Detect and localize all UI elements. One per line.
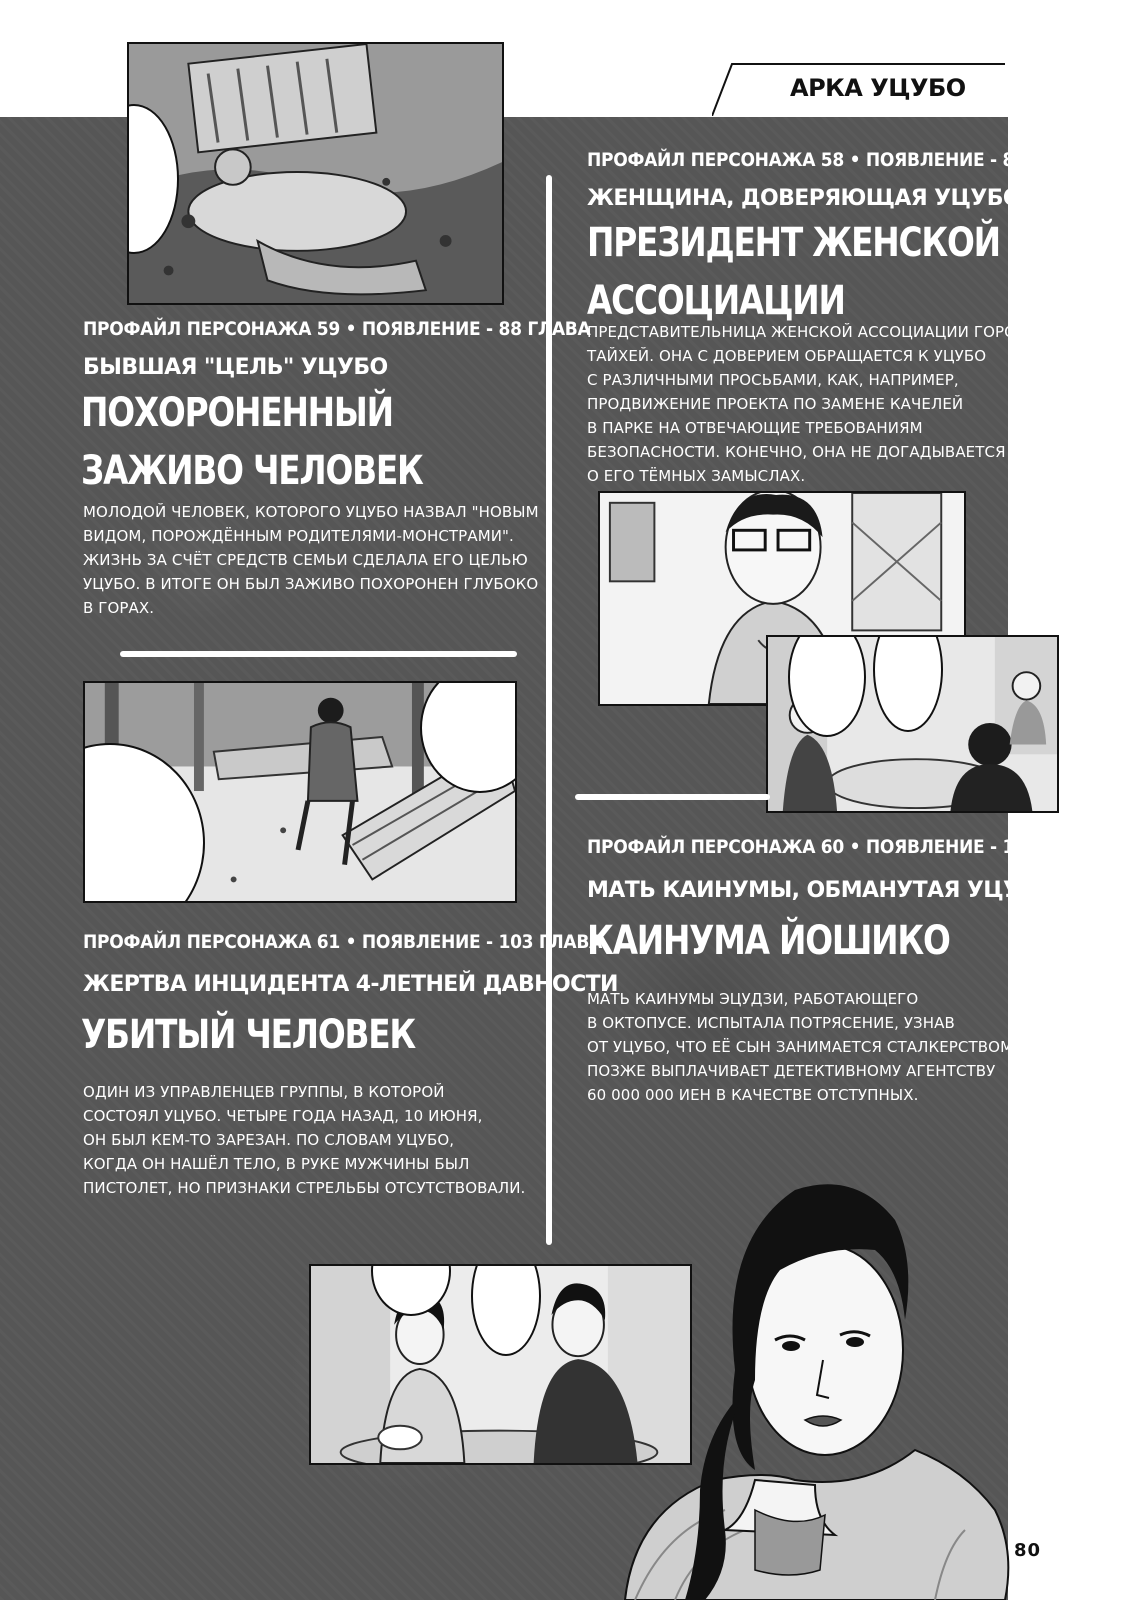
profile-60-subtitle: МАТЬ КАИНУМЫ, ОБМАНУТАЯ УЦУБО xyxy=(587,878,1054,903)
desc-line: УЦУБО. В ИТОГЕ ОН БЫЛ ЗАЖИВО ПОХОРОНЕН ГЛУБОКО xyxy=(83,575,539,593)
profile-61-meta: ПРОФАЙЛ ПЕРСОНАЖА 61 • ПОЯВЛЕНИЕ - 103 ГЛАВА xyxy=(83,931,602,953)
desc-line: О ЕГО ТЁМНЫХ ЗАМЫСЛАХ. xyxy=(587,467,806,485)
profile-60-meta: ПРОФАЙЛ ПЕРСОНАЖА 60 • ПОЯВЛЕНИЕ - 104 ГЛАВА xyxy=(587,836,1106,858)
desc-line: ОН БЫЛ КЕМ-ТО ЗАРЕЗАН. ПО СЛОВАМ УЦУБО, xyxy=(83,1131,455,1149)
profile-58-title-line: АССОЦИАЦИИ xyxy=(587,278,845,324)
desc-line: ВИДОМ, ПОРОЖДЁННЫМ РОДИТЕЛЯМИ-МОНСТРАМИ". xyxy=(83,527,514,545)
arc-label: АРКА УЦУБО xyxy=(790,74,966,102)
portrait-kainuma-yoshiko xyxy=(605,1150,1025,1600)
desc-line: С РАЗЛИЧНЫМИ ПРОСЬБАМИ, КАК, НАПРИМЕР, xyxy=(587,371,959,389)
profile-59-title-line: ЗАЖИВО ЧЕЛОВЕК xyxy=(81,448,423,494)
profile-60-title-line: КАИНУМА ЙОШИКО xyxy=(587,918,950,964)
profile-58-subtitle: ЖЕНЩИНА, ДОВЕРЯЮЩАЯ УЦУБО xyxy=(587,186,1021,211)
desc-line: ПРОДВИЖЕНИЕ ПРОЕКТА ПО ЗАМЕНЕ КАЧЕЛЕЙ xyxy=(587,395,964,413)
profile-61-title-line: УБИТЫЙ ЧЕЛОВЕК xyxy=(81,1012,416,1058)
profile-59-title-line: ПОХОРОНЕННЫЙ xyxy=(81,390,393,436)
profile-61-description xyxy=(83,1080,525,1200)
profile-59-description xyxy=(83,500,539,620)
profile-59-title xyxy=(81,384,423,500)
profile-59-meta: ПРОФАЙЛ ПЕРСОНАЖА 59 • ПОЯВЛЕНИЕ - 88 ГЛАВА xyxy=(83,318,591,340)
panel-burial-scene xyxy=(127,42,504,305)
profile-60-title xyxy=(587,912,950,970)
desc-line: ПОЗЖЕ ВЫПЛАЧИВАЕТ ДЕТЕКТИВНОМУ АГЕНТСТВУ xyxy=(587,1062,996,1080)
desc-line: ПИСТОЛЕТ, НО ПРИЗНАКИ СТРЕЛЬБЫ ОТСУТСТВОВАЛИ. xyxy=(83,1179,526,1197)
desc-line: В ГОРАХ. xyxy=(83,599,155,617)
desc-line: МАТЬ КАИНУМЫ ЭЦУДЗИ, РАБОТАЮЩЕГО xyxy=(587,990,919,1008)
profile-58-title-line: ПРЕЗИДЕНТ ЖЕНСКОЙ xyxy=(587,220,1000,266)
page-number: 80 xyxy=(1014,1540,1042,1561)
panel-cafe-meeting xyxy=(766,635,1059,813)
panel-park-bench xyxy=(83,681,517,903)
desc-line: ПРЕДСТАВИТЕЛЬНИЦА ЖЕНСКОЙ АССОЦИАЦИИ ГОРОДА xyxy=(587,323,1039,341)
divider-left xyxy=(120,651,517,657)
desc-line: ОДИН ИЗ УПРАВЛЕНЦЕВ ГРУППЫ, В КОТОРОЙ xyxy=(83,1083,445,1101)
desc-line: БЕЗОПАСНОСТИ. КОНЕЧНО, ОНА НЕ ДОГАДЫВАЕТСЯ xyxy=(587,443,1006,461)
profile-61-subtitle: ЖЕРТВА ИНЦИДЕНТА 4-ЛЕТНЕЙ ДАВНОСТИ xyxy=(83,972,618,997)
desc-line: ТАЙХЕЙ. ОНА С ДОВЕРИЕМ ОБРАЩАЕТСЯ К УЦУБО xyxy=(587,347,987,365)
profile-58-meta: ПРОФАЙЛ ПЕРСОНАЖА 58 • ПОЯВЛЕНИЕ - 88 ГЛАВА xyxy=(587,149,1095,171)
desc-line: В ПАРКЕ НА ОТВЕЧАЮЩИЕ ТРЕБОВАНИЯМ xyxy=(587,419,923,437)
profile-59-subtitle: БЫВШАЯ "ЦЕЛЬ" УЦУБО xyxy=(83,355,388,380)
desc-line: ОТ УЦУБО, ЧТО ЕЁ СЫН ЗАНИМАЕТСЯ СТАЛКЕРСТВОМ. xyxy=(587,1038,1018,1056)
profile-60-description xyxy=(587,987,1018,1107)
desc-line: В ОКТОПУСЕ. ИСПЫТАЛА ПОТРЯСЕНИЕ, УЗНАВ xyxy=(587,1014,955,1032)
desc-line: 60 000 000 ИЕН В КАЧЕСТВЕ ОТСТУПНЫХ. xyxy=(587,1086,919,1104)
divider-right xyxy=(575,794,770,800)
profile-61-title xyxy=(81,1006,415,1064)
desc-line: МОЛОДОЙ ЧЕЛОВЕК, КОТОРОГО УЦУБО НАЗВАЛ "НОВЫМ xyxy=(83,503,539,521)
desc-line: ЖИЗНЬ ЗА СЧЁТ СРЕДСТВ СЕМЬИ СДЕЛАЛА ЕГО ЦЕЛЬЮ xyxy=(83,551,528,569)
desc-line: КОГДА ОН НАШЁЛ ТЕЛО, В РУКЕ МУЖЧИНЫ БЫЛ xyxy=(83,1155,470,1173)
profile-58-title xyxy=(587,214,1000,330)
profile-58-description xyxy=(587,320,1038,488)
desc-line: СОСТОЯЛ УЦУБО. ЧЕТЫРЕ ГОДА НАЗАД, 10 ИЮНЯ, xyxy=(83,1107,483,1125)
